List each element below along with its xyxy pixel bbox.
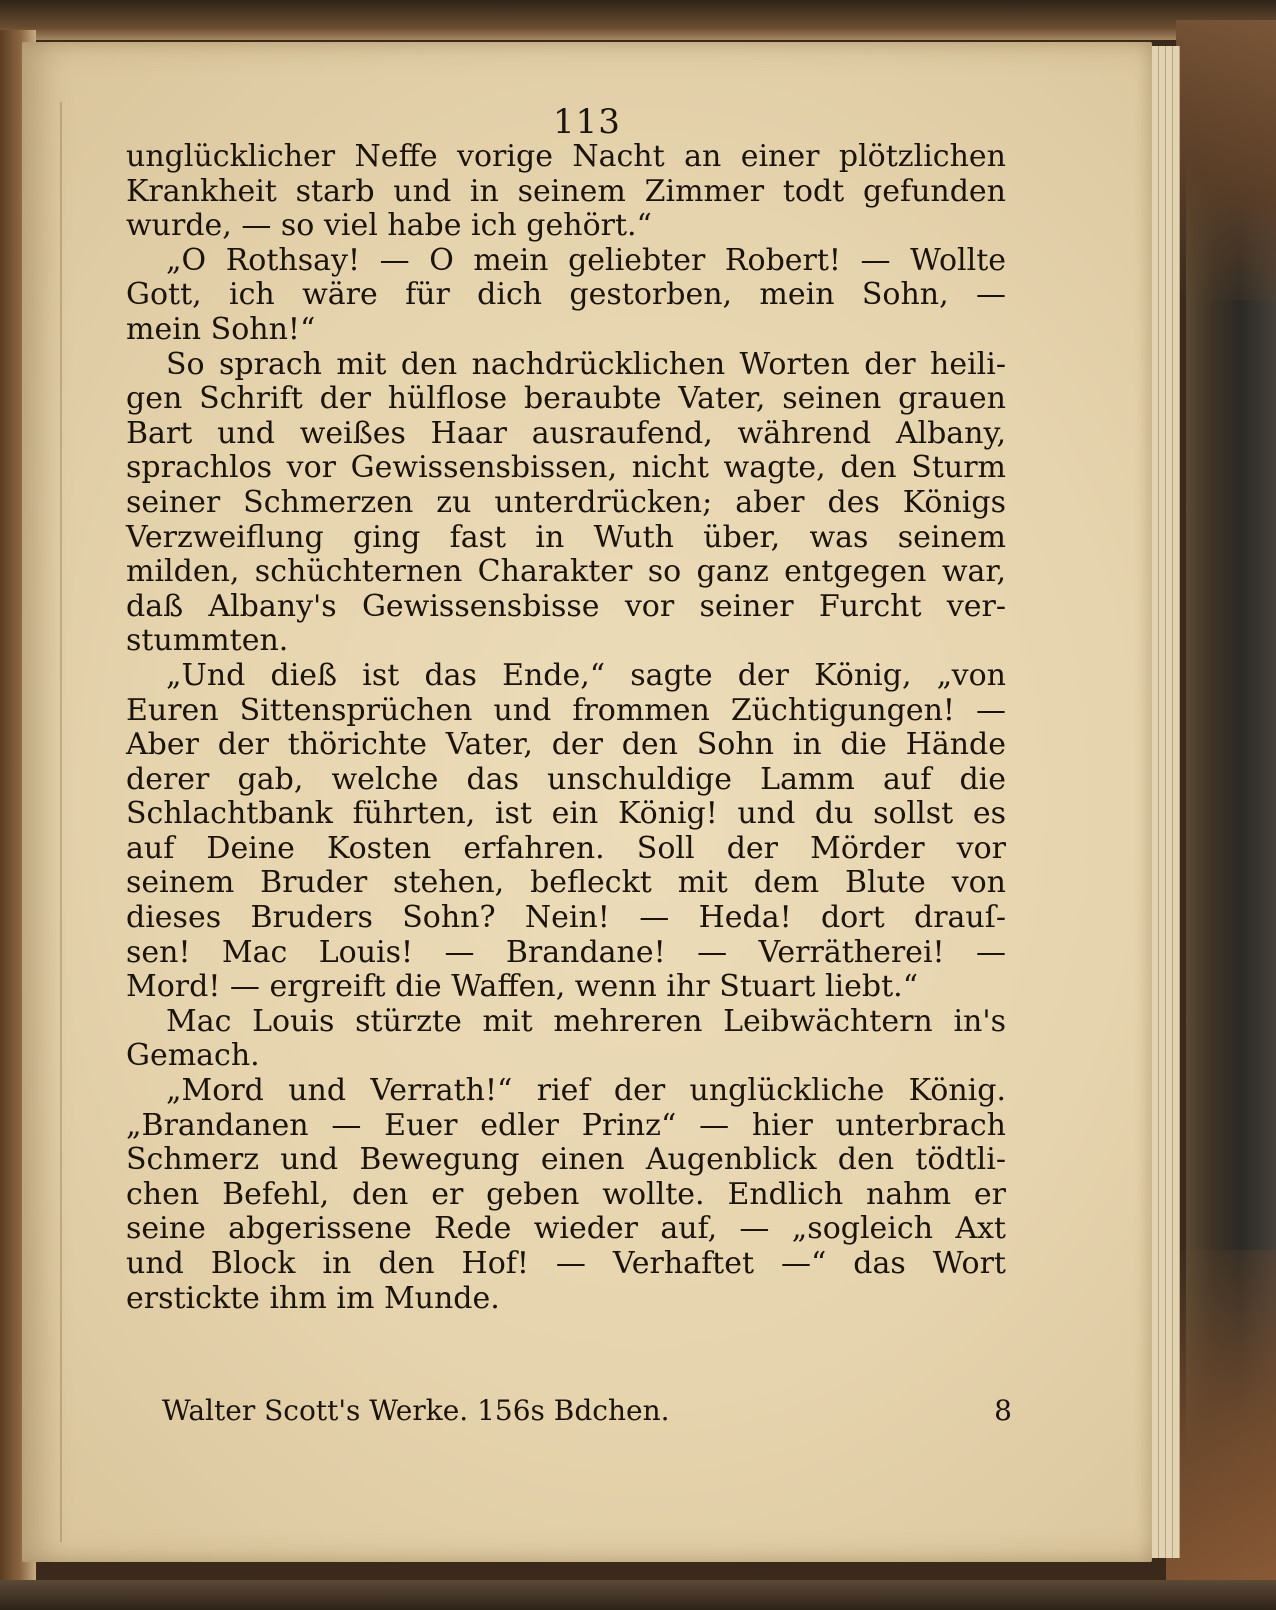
- book-cover-bottom-edge: [0, 1580, 1276, 1610]
- text-line: „Brandanen — Euer edler Prinz“ — hier unterbrach: [126, 1107, 1006, 1143]
- text-line: chen Befehl, den er geben wollte. Endlich nahm er: [126, 1176, 1006, 1212]
- book-cover-corner-top: [1176, 20, 1276, 300]
- text-line: gen Schrift der hülflose beraubte Vater, seinen grauen: [126, 381, 1006, 417]
- footer-signature-mark: 8: [994, 1394, 1012, 1427]
- page-number: 113: [553, 102, 621, 142]
- page-edge: [1152, 46, 1159, 1558]
- text-line: seinem Bruder stehen, befleckt mit dem Blute von: [126, 865, 1006, 901]
- text-line: stummten.: [126, 623, 289, 659]
- text-line: erstickte ihm im Munde.: [126, 1280, 500, 1316]
- page-footer: [162, 1394, 1012, 1430]
- text-line: Aber der thörichte Vater, der den Sohn in die Hände: [126, 727, 1006, 763]
- text-line: unglücklicher Neffe vorige Nacht an einer plötzlichen: [126, 139, 1006, 174]
- page-edge: [1166, 46, 1173, 1558]
- text-line: sen! Mac Louis! — Brandane! — Verrätherei! —: [126, 934, 1006, 970]
- text-line: seiner Schmerzen zu unterdrücken; aber des Königs: [126, 484, 1006, 520]
- text-line: Schmerz und Bewegung einen Augenblick den tödtli-: [126, 1142, 1006, 1178]
- text-line: wurde, — so viel habe ich gehört.“: [126, 208, 652, 244]
- text-line: mein Sohn!“: [126, 311, 316, 347]
- text-line: auf Deine Kosten erfahren. Soll der Mörder vor: [126, 830, 1006, 866]
- text-line: Krankheit starb und in seinem Zimmer todt gefunden: [126, 173, 1006, 209]
- text-line: derer gab, welche das unschuldige Lamm auf die: [126, 761, 1006, 797]
- page-edge: [1159, 46, 1166, 1558]
- text-line: daß Albany's Gewissensbisse vor seiner Furcht ver-: [126, 588, 1006, 624]
- text-line: Euren Sittensprüchen und frommen Züchtigungen! —: [126, 692, 1006, 728]
- page-edge: [1173, 46, 1180, 1558]
- book-page: [22, 42, 1152, 1562]
- text-line: Mac Louis stürzte mit mehreren Leibwächtern in's: [166, 1003, 1006, 1039]
- text-line: Mord! — ergreift die Waffen, wenn ihr Stuart liebt.“: [126, 969, 919, 1005]
- text-line: sprachlos vor Gewissensbissen, nicht wagte, den Sturm: [126, 450, 1006, 486]
- footer-title: Walter Scott's Werke. 156s Bdchen.: [162, 1394, 670, 1427]
- text-line: Schlachtbank führten, ist ein König! und du sollst es: [126, 796, 1006, 832]
- text-line: „Und dieß ist das Ende,“ sagte der König, „von: [166, 657, 1006, 693]
- text-line: „Mord und Verrath!“ rief der unglückliche König.: [166, 1073, 1006, 1109]
- text-line: Verzweiflung ging fast in Wuth über, was seinem: [126, 519, 1006, 555]
- text-line: So sprach mit den nachdrücklichen Worten der heili-: [166, 346, 1006, 382]
- book-cover-top-edge: [0, 0, 1276, 40]
- text-line: milden, schüchternen Charakter so ganz entgegen war,: [126, 554, 1006, 590]
- book-cover-corner-bottom: [1166, 1250, 1276, 1590]
- page-gutter-line: [60, 102, 62, 1542]
- text-line: Gemach.: [126, 1038, 260, 1074]
- page-body-text: [126, 140, 1006, 1316]
- text-line: Bart und weißes Haar ausraufend, während Albany,: [126, 415, 1006, 451]
- text-line: dieses Bruders Sohn? Nein! — Heda! dort drauſ-: [126, 900, 1006, 936]
- text-line: seine abgerissene Rede wieder auf, — „sogleich Axt: [126, 1211, 1006, 1247]
- text-line: Gott, ich wäre für dich gestorben, mein Sohn, —: [126, 277, 1006, 313]
- text-line: und Block in den Hof! — Verhaftet —“ das Wort: [126, 1246, 1006, 1281]
- text-line: „O Rothsay! — O mein geliebter Robert! — Wollte: [166, 242, 1006, 278]
